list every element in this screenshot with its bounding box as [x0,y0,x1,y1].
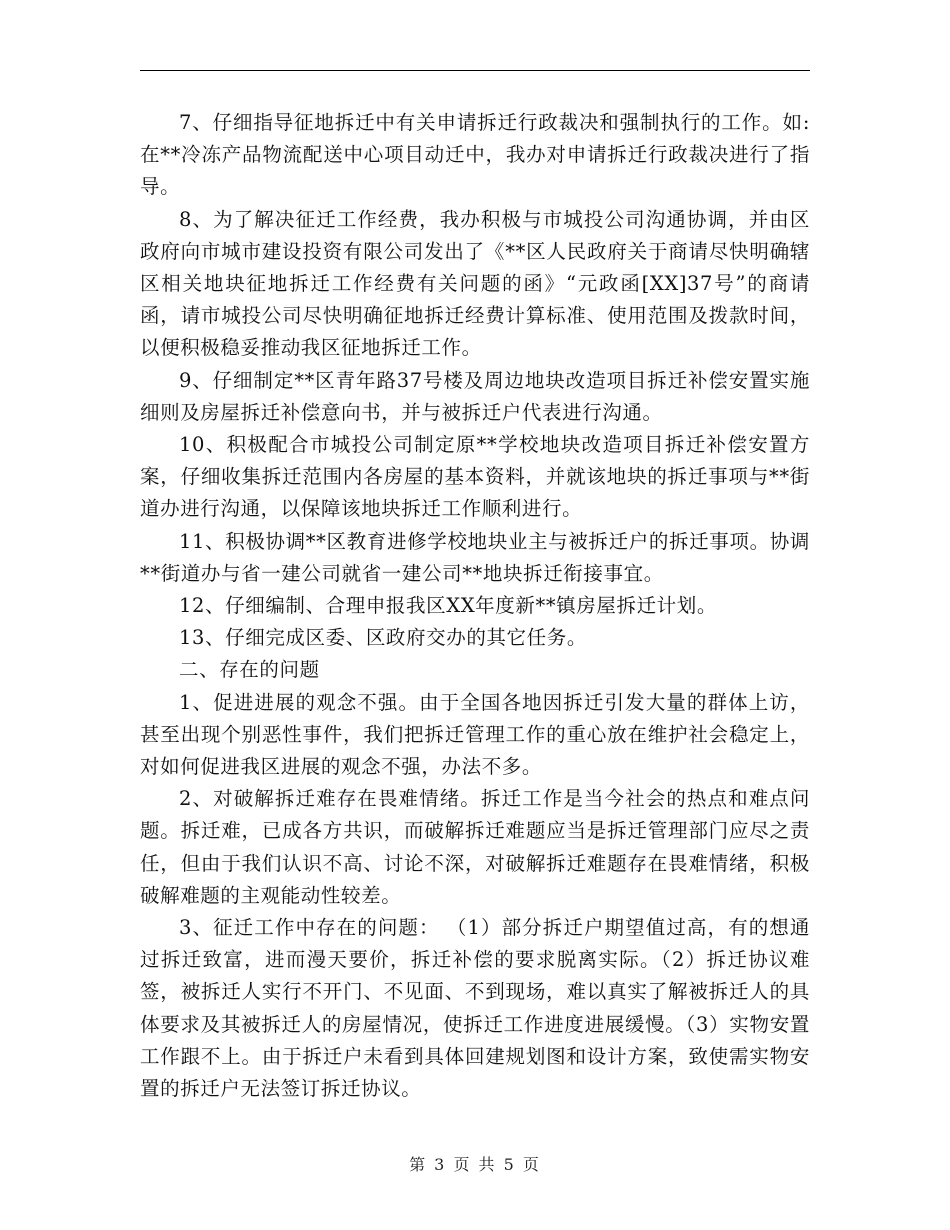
paragraph-item-13: 13、仔细完成区委、区政府交办的其它任务。 [179,626,587,650]
paragraph-item-12: 12、仔细编制、合理申报我区XX年度新**镇房屋拆迁计划。 [179,594,717,618]
document-body [140,107,810,1105]
paragraph-problem-2: 2、对破解拆迁难存在畏难情绪。拆迁工作是当今社会的热点和难点问题。拆迁难，已成各方共识，而破解拆迁难题应当是拆迁管理部门应尽之责任，但由于我们认识不高、讨论不深，对破解拆迁难题存在畏难情绪，积极破解难题的主观能动性较差。 [140,787,810,907]
section-heading-problems: 二、存在的问题 [179,658,320,682]
paragraph-item-10: 10、积极配合市城投公司制定原**学校地块改造项目拆迁补偿安置方案，仔细收集拆迁范围内各房屋的基本资料，并就该地块的拆迁事项与**街道办进行沟通，以保障该地块拆迁工作顺利进行。 [140,433,810,521]
paragraph-problem-1: 1、促进进展的观念不强。由于全国各地因拆迁引发大量的群体上访，甚至出现个别恶性事件，我们把拆迁管理工作的重心放在维护社会稳定上，对如何促进我区进展的观念不强，办法不多。 [140,690,810,779]
paragraph-item-9: 9、仔细制定**区青年路37号楼及周边地块改造项目拆迁补偿安置实施细则及房屋拆迁补偿意向书，并与被拆迁户代表进行沟通。 [140,368,810,424]
paragraph-problem-3: 3、征迁工作中存在的问题： （1）部分拆迁户期望值过高，有的想通过拆迁致富，进而漫天要价，拆迁补偿的要求脱离实际。（2）拆迁协议难签，被拆迁人实行不开门、不见面、不到现场，难以真实了解被拆迁人的具体要求及其被拆迁人的房屋情况，使拆迁工作进度进展缓慢。（3）实物安置工作跟不上。由于拆迁户未看到具体回建规划图和设计方案，致使需实物安置的拆迁户无法签订拆迁协议。 [140,916,810,1101]
header-rule [140,70,810,71]
paragraph-item-8: 8、为了解决征迁工作经费，我办积极与市城投公司沟通协调，并由区政府向市城市建设投资有限公司发出了《**区人民政府关于商请尽快明确辖区相关地块征地拆迁工作经费有关问题的函》“元政函[XX]37号”的商请函，请市城投公司尽快明确征地拆迁经费计算标准、使用范围及拨款时间，以便积极稳妥推动我区征地拆迁工作。 [140,207,810,360]
page-number-footer: 第 3 页 共 5 页 [409,1155,541,1174]
paragraph-item-11: 11、积极协调**区教育进修学校地块业主与被拆迁户的拆迁事项。协调**街道办与省一建公司就省一建公司**地块拆迁衔接事宜。 [140,529,810,585]
paragraph-item-7: 7、仔细指导征地拆迁中有关申请拆迁行政裁决和强制执行的工作。如:在**冷冻产品物流配送中心项目动迁中，我办对申请拆迁行政裁决进行了指导。 [140,111,810,199]
